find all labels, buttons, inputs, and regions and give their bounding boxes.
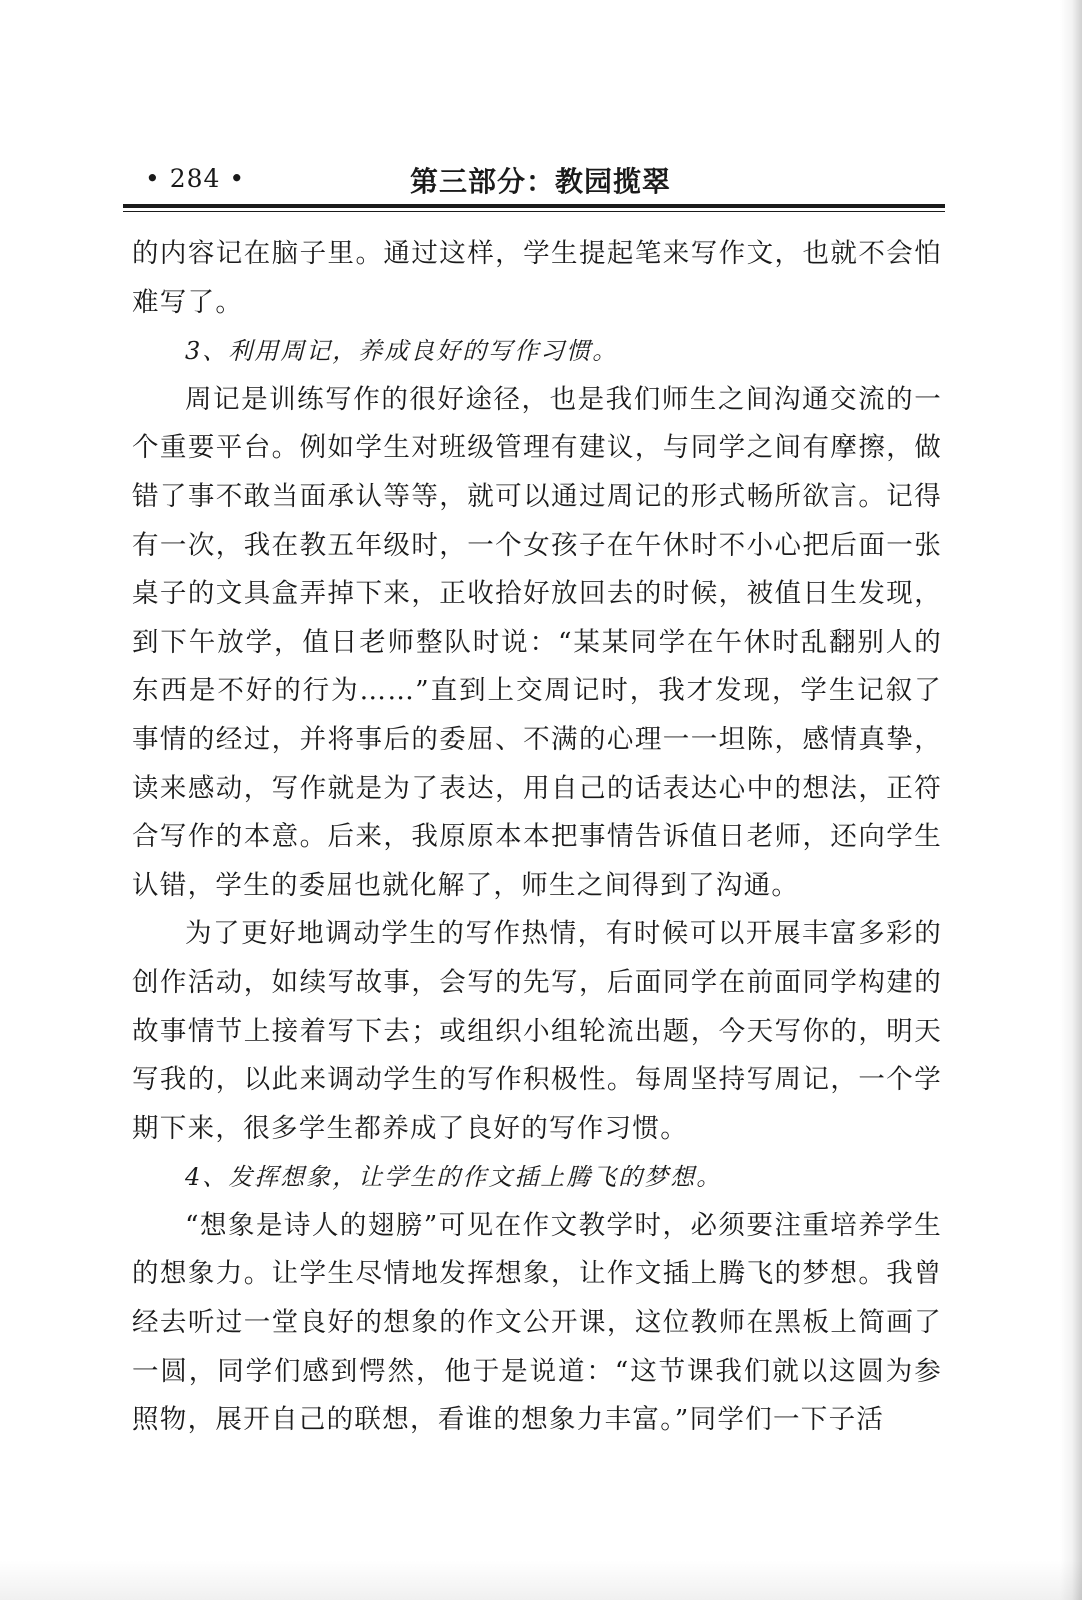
header-rule-thin (123, 211, 945, 212)
page-edge-shadow (1060, 0, 1082, 1600)
running-title: 第三部分：教园揽翠 (410, 165, 672, 198)
paragraph: 为了更好地调动学生的写作热情，有时候可以开展丰富多彩的创作活动，如续写故事，会写的先写，后面同学在前面同学构建的故事情节上接着写下去；或组织小组轮流出题，今天写你的，明天写我的，以此来调动学生的写作积极性。每周坚持写周记，一个学期下来，很多学生都养成了良好的写作习惯。 (132, 918, 942, 1144)
body-text (132, 230, 942, 1445)
paragraph: 周记是训练写作的很好途径，也是我们师生之间沟通交流的一个重要平台。例如学生对班级管理有建议，与同学之间有摩擦，做错了事不敢当面承认等等，就可以通过周记的形式畅所欲言。记得有一次，我在教五年级时，一个女孩子在午休时不小心把后面一张桌子的文具盒弄掉下来，正收拾好放回去的时候，被值日生发现，到下午放学，值日老师整队时说：“某某同学在午休时乱翻别人的东西是不好的行为……”直到上交周记时，我才发现，学生记叙了事情的经过，并将事后的委屈、不满的心理一一坦陈，感情真挚，读来感动，写作就是为了表达，用自己的话表达心中的想法，正符合写作的本意。后来，我原原本本把事情告诉值日老师，还向学生认错，学生的委屈也就化解了，师生之间得到了沟通。 (132, 383, 942, 901)
header-rule-thick (123, 204, 945, 208)
section-heading-4: 4、发挥想象，让学生的作文插上腾飞的梦想。 (185, 1163, 723, 1192)
page-bottom-shadow (0, 1560, 1082, 1600)
paragraph-continuation: 的内容记在脑子里。通过这样，学生提起笔来写作文，也就不会怕难写了。 (132, 238, 942, 318)
page-header (125, 160, 945, 200)
section-heading-3: 3、利用周记，养成良好的写作习惯。 (185, 337, 619, 366)
paragraph: “想象是诗人的翅膀”可见在作文教学时，必须要注重培养学生的想象力。让学生尽情地发挥想象，让作文插上腾飞的梦想。我曾经去听过一堂良好的想象的作文公开课，这位教师在黑板上简画了一圆，同学们感到愕然，他于是说道：“这节课我们就以这圆为参照物，展开自己的联想，看谁的想象力丰富。”同学们一下子活 (132, 1209, 942, 1436)
page-number: • 284 • (145, 164, 246, 193)
